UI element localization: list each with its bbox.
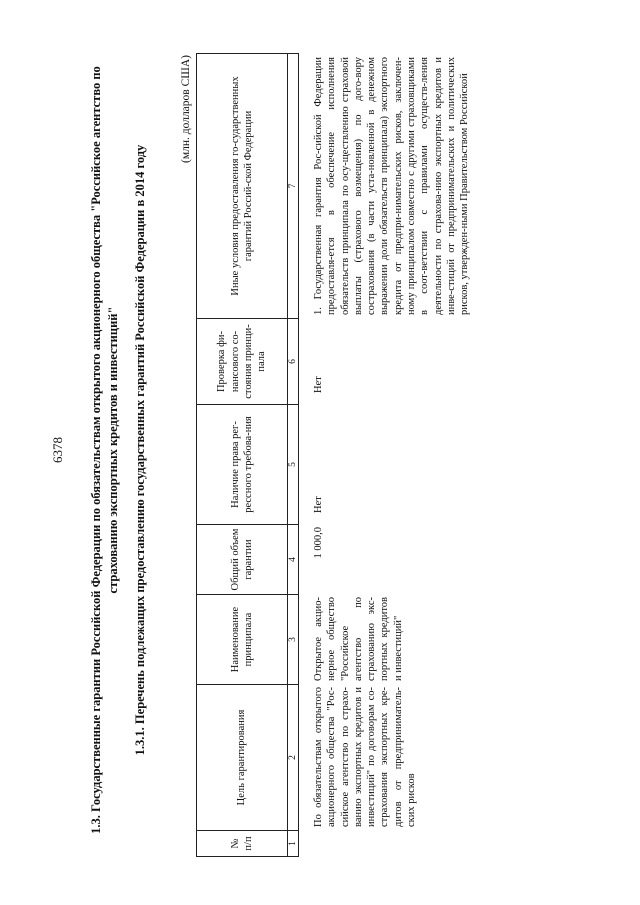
column-number: 1 [288, 831, 299, 857]
header-number: № п/п [197, 831, 288, 857]
page-number: 6378 [50, 437, 65, 463]
column-number: 7 [288, 54, 299, 319]
header-financial-check: Проверка фи-нансового со-стояния принци-пала [197, 319, 288, 405]
section-title: 1.3. Государственные гарантии Российской Федерации по обязательствам открытого акционерного общества "Российское агентство по страхованию экспортных кредитов и инвестиций" [89, 66, 120, 834]
header-total-amount: Общий объем гарантии [197, 525, 288, 595]
row-financial-check: Нет [313, 376, 324, 393]
row-purpose: По обязательствам открытого акционерного общества "Рос-сийское агентство по страхо-ванию экспортных кредитов и инвестиций" по договорам со-страхования экспортных кре-дитов от предприниматель-ских рисков [313, 687, 418, 827]
subsection-title: 1.3.1. Перечень подлежащих предоставлению государственных гарантий Российской Федерации в 2014 году [133, 144, 147, 756]
column-number: 3 [288, 595, 299, 685]
column-number: 5 [288, 405, 299, 525]
row-recourse-right: Нет [313, 496, 324, 513]
header-other-conditions: Иные условия предоставления го-сударственных гарантий Россий-ской Федерации [197, 54, 288, 319]
unit-note: (млн. долларов США) [180, 55, 192, 163]
column-number-row [288, 54, 299, 857]
header-principal: Наименование принципала [197, 595, 288, 685]
header-recourse-right: Наличие права рег-рессного требова-ния [197, 405, 288, 525]
table-header-row [197, 54, 288, 857]
column-number: 6 [288, 319, 299, 405]
row-other-conditions: 1. Государственная гарантия Рос-сийской Федерации предоставля-ется в обеспечение исполнения обязательств принципала по осу-ществлению страховой выплаты (страхового возмещения) по дого-вору сострахования (в части уста-новленной в денежном выражении доли обязательств принципала) экспортного кредита от предпри-нимательских рисков, заключен-ному принципалом совместно с другими страховщиками в соот-ветствии с правилами осуществ-ления деятельности по страхова-нию экспортных кредитов и инве-стиций от предпринимательских и политических рисков, утвержден-ными Правительством Российской [313, 57, 471, 315]
column-number: 2 [288, 685, 299, 831]
row-principal: Открытое акцио-нерное общество "Российское агентство по страхованию экс-портных кредитов и инвестиций" [313, 597, 404, 681]
row-total-amount: 1 000,0 [313, 527, 324, 559]
header-purpose: Цель гарантирования [197, 685, 288, 831]
column-number: 4 [288, 525, 299, 595]
guarantees-table [196, 53, 299, 857]
